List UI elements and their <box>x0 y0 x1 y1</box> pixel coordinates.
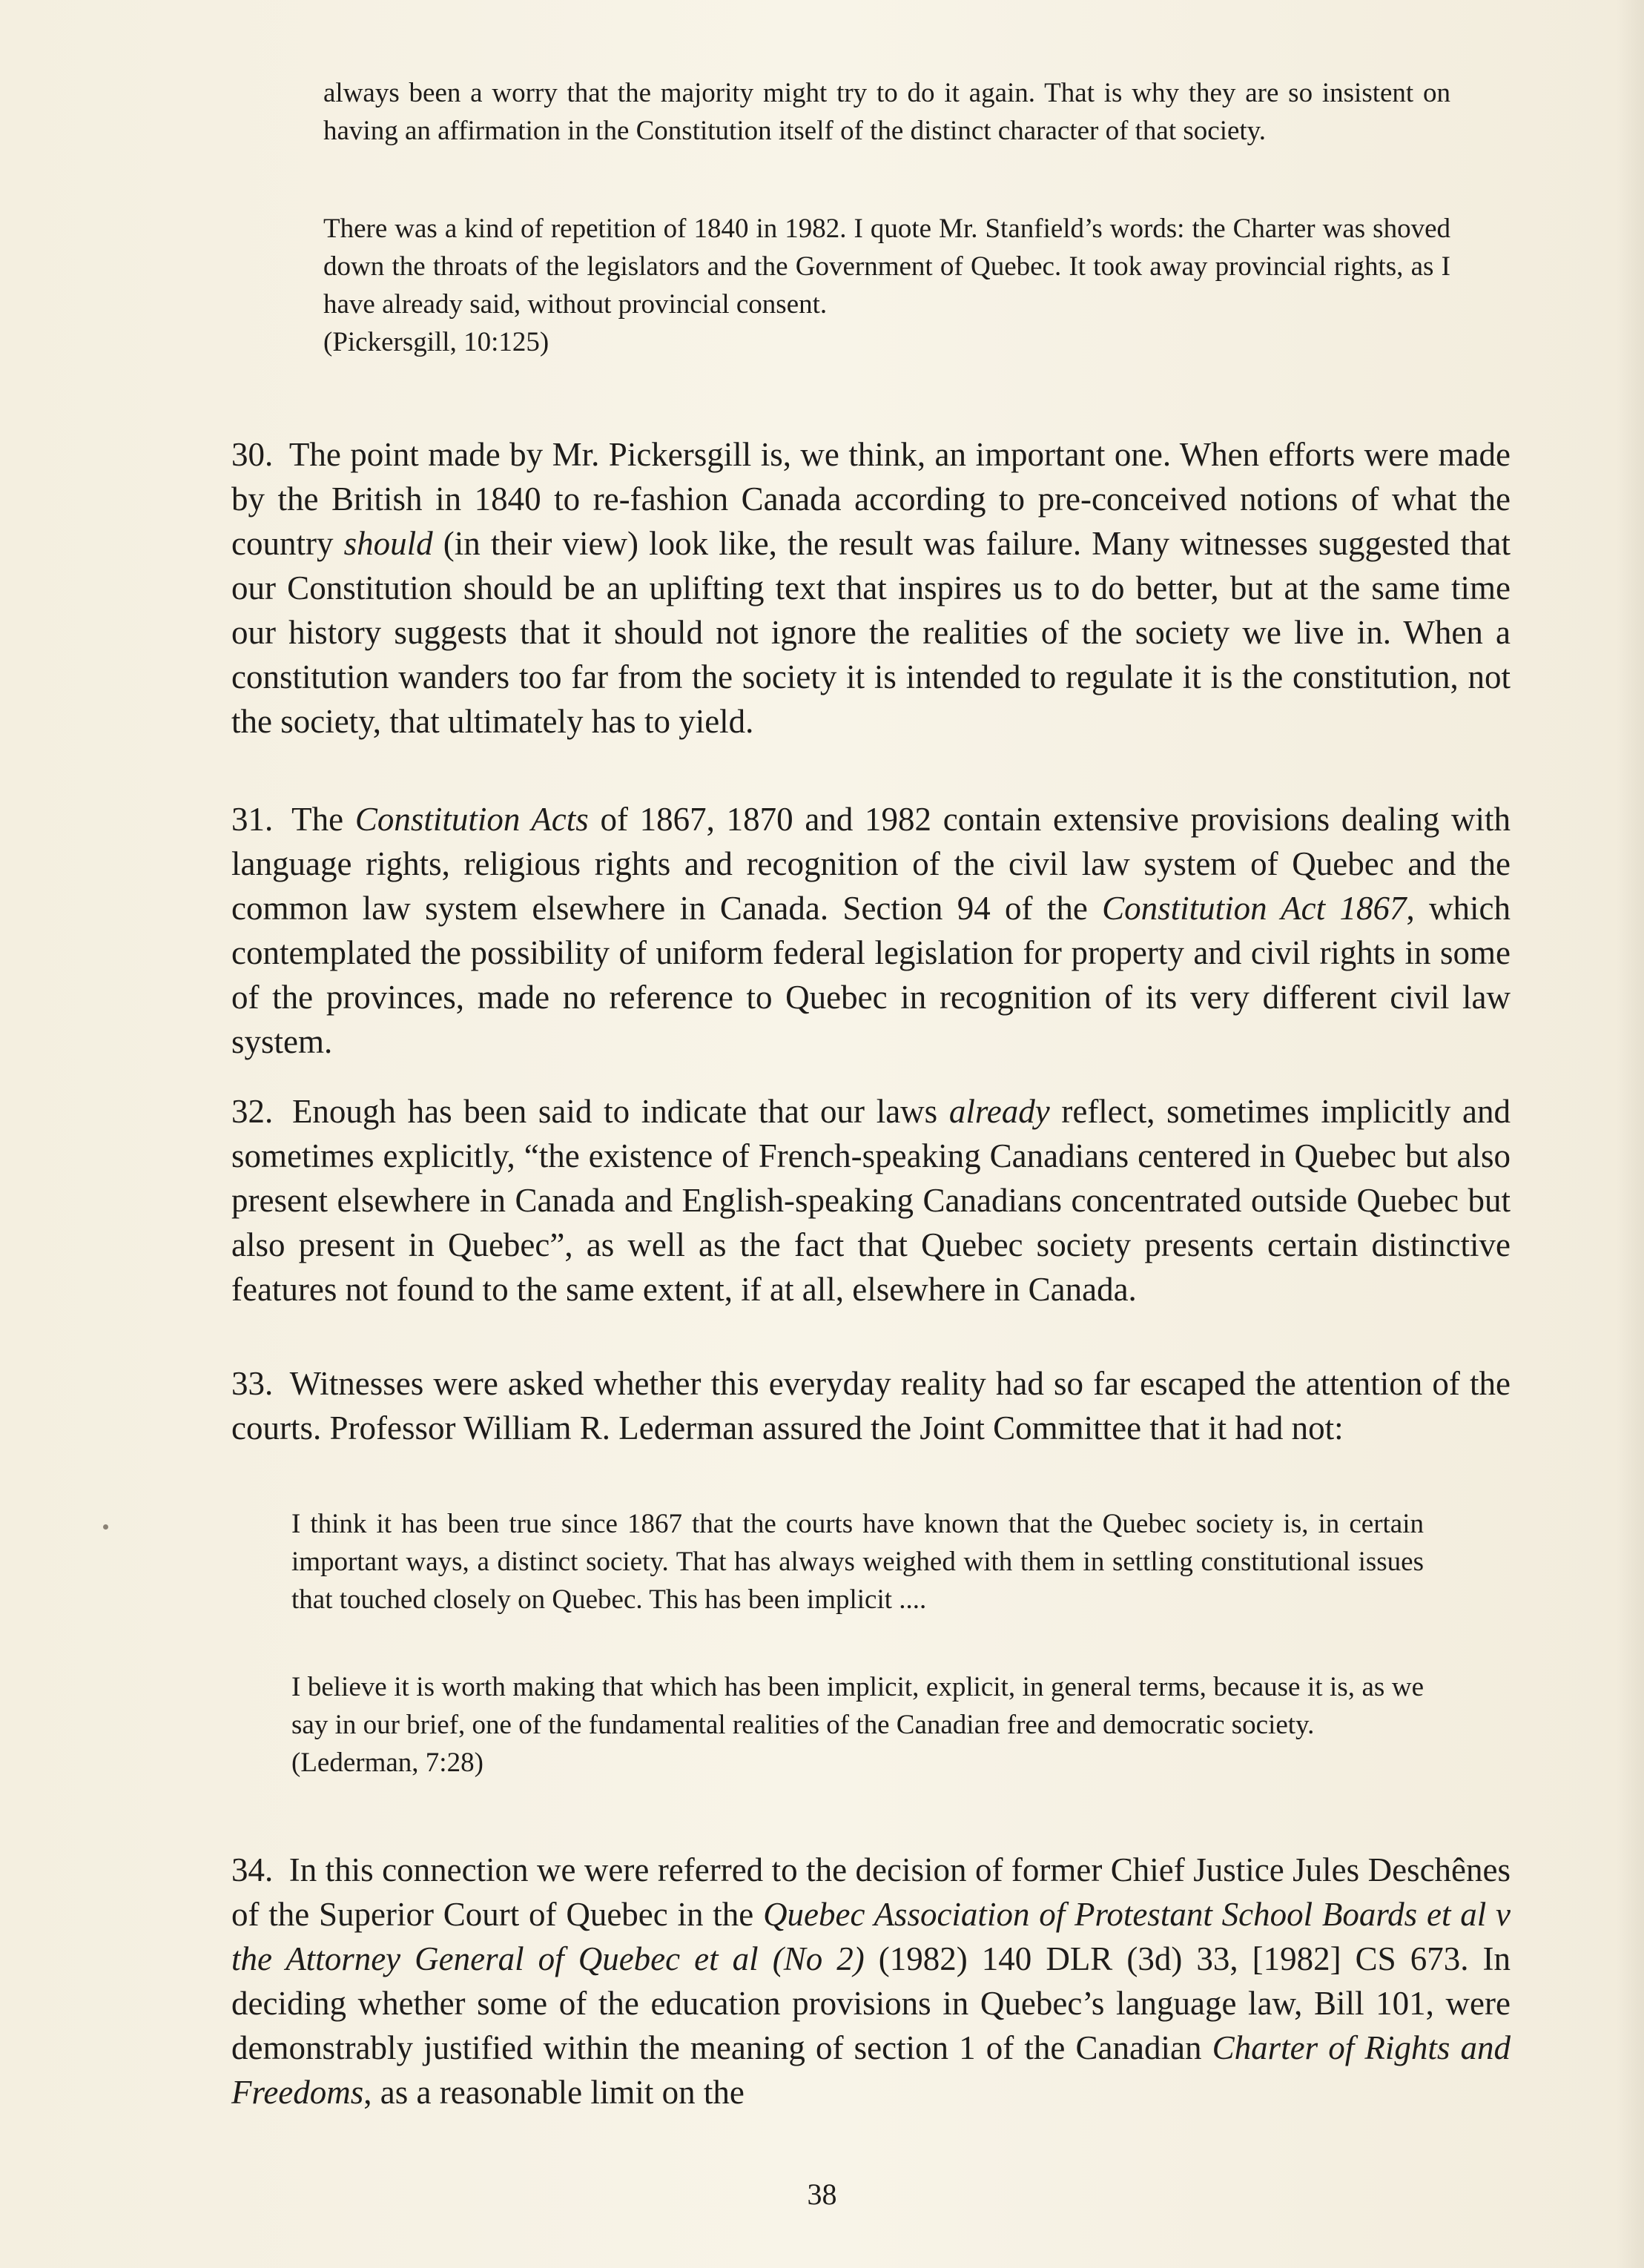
paragraph-italic: Charter of Rights and Freedoms <box>231 2029 1511 2111</box>
paragraph-34 <box>231 1848 1511 2115</box>
paragraph-text: The point made by Mr. Pickersgill is, we think, an important one. When efforts were made by the British in 1840 to re-fashion Canada according to pre-conceived notions of what the country <box>231 436 1511 562</box>
paragraph-italic: already <box>948 1093 1050 1130</box>
paragraph-31 <box>231 797 1511 1064</box>
paragraph-text: In this connection we were referred to the decision of former Chief Justice Jules Deschênes of the Superior Court of Quebec in the <box>231 1851 1511 1933</box>
quote-text: I think it has been true since 1867 that the courts have known that the Quebec society is, in certain important ways, a distinct society. That has always weighed with them in settling constitutional issues that touched closely on Quebec. This has been implicit .... <box>291 1509 1424 1615</box>
paragraph-text: , which contemplated the possibility of uniform federal legislation for property and civil rights in some of the provinces, made no reference to Quebec in recognition of its very different civil law system. <box>231 890 1511 1060</box>
quote-pickersgill-p1 <box>323 74 1450 150</box>
paragraph-number: 30. <box>231 436 274 473</box>
paragraph-italic: should <box>343 525 433 562</box>
quote-citation: (Lederman, 7:28) <box>291 1748 483 1778</box>
paragraph-32 <box>231 1089 1511 1312</box>
paragraph-text: Witnesses were asked whether this everyday reality had so far escaped the attention of the courts. Professor William R. Lederman assured the Joint Committee that it had not: <box>231 1365 1511 1447</box>
paragraph-text: (1982) 140 DLR (3d) 33, [1982] CS 673. In deciding whether some of the education provisions in Quebec’s language law, Bill 101, were demonstrably justified within the meaning of section 1 of the Canadian <box>231 1940 1511 2066</box>
quote-pickersgill-p2 <box>323 210 1450 361</box>
paragraph-italic: Constitution Act 1867 <box>1102 890 1407 927</box>
paragraph-text: Enough has been said to indicate that our laws <box>291 1093 938 1130</box>
paragraph-number: 31. <box>231 801 274 838</box>
page-number: 38 <box>807 2178 837 2211</box>
paragraph-text: The <box>291 801 344 838</box>
paragraph-text: (in their view) look like, the result was failure. Many witnesses suggested that our Constitution should be an uplifting text that inspires us to do better, but at the same time our history suggests that it should not ignore the realities of the society we live in. When a constitution wanders too far from the society it is intended to regulate it is the constitution, not the society, that ultimately has to yield. <box>231 525 1511 740</box>
paragraph-number: 34. <box>231 1851 274 1888</box>
paragraph-number: 33. <box>231 1365 274 1402</box>
paragraph-30 <box>231 432 1511 744</box>
paragraph-italic: Constitution Acts <box>354 801 589 838</box>
quote-text: always been a worry that the majority might try to do it again. That is why they are so insistent on having an affirmation in the Constitution itself of the distinct character of that society. <box>323 78 1450 146</box>
paragraph-italic: Quebec Association of Protestant School Boards et al v the Attorney General of Quebec et al (No 2) <box>231 1896 1511 1977</box>
quote-text: I believe it is worth making that which has been implicit, explicit, in general terms, because it is, as we say in our brief, one of the fundamental realities of the Canadian free and democratic society. <box>291 1672 1424 1740</box>
paragraph-text: reflect, sometimes implicitly and sometimes explicitly, “the existence of French-speaking Canadians centered in Quebec but also present elsewhere in Canada and English-speaking Canadians concentrated outside Quebec but also present in Quebec”, as well as the fact that Quebec society presents certain distinctive features not found to the same extent, if at all, elsewhere in Canada. <box>231 1093 1511 1308</box>
paragraph-number: 32. <box>231 1093 274 1130</box>
quote-text: There was a kind of repetition of 1840 in 1982. I quote Mr. Stanfield’s words: the Charter was shoved down the throats of the legislators and the Government of Quebec. It took away provincial rights, as I have already said, without provincial consent. <box>323 214 1450 320</box>
quote-lederman-p2 <box>291 1668 1424 1782</box>
paragraph-text: , as a reasonable limit on the <box>363 2074 745 2111</box>
speck-mark <box>103 1524 108 1530</box>
quote-citation: (Pickersgill, 10:125) <box>323 327 549 357</box>
paragraph-33 <box>231 1361 1511 1450</box>
page-edge-shadow <box>1616 0 1644 2268</box>
paragraph-text: of 1867, 1870 and 1982 contain extensive provisions dealing with language rights, religious rights and recognition of the civil law system of Quebec and the common law system elsewhere in Canada. Section 94 of the <box>231 801 1511 927</box>
quote-lederman-p1 <box>291 1505 1424 1619</box>
